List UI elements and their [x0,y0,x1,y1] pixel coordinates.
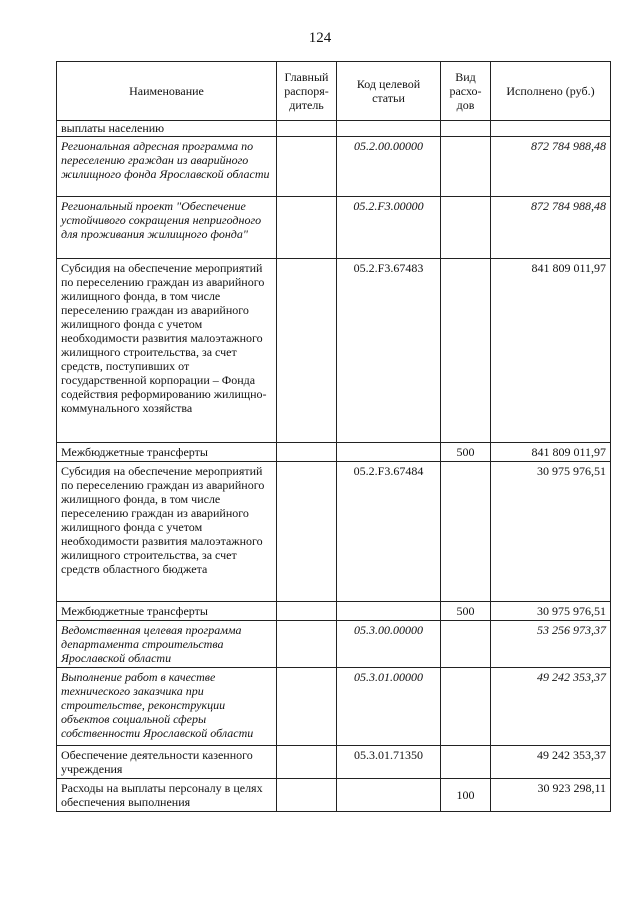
row-name: Ведомственная целевая программа департамента строительства Ярославской области [57,621,277,668]
row-admin [277,602,337,621]
row-type [441,259,491,443]
row-type: 100 [441,779,491,812]
page-number: 124 [308,30,332,46]
row-amount: 49 242 353,37 [491,668,611,746]
row-admin [277,779,337,812]
row-admin [277,621,337,668]
row-code [337,443,441,462]
table-header-row [57,62,611,121]
row-code: 05.3.01.71350 [337,746,441,779]
row-name: Обеспечение деятельности казенного учреждения [57,746,277,779]
row-name: Региональная адресная программа по переселению граждан из аварийного жилищного фонда Ярославской области [57,137,277,197]
table-row [57,137,611,197]
row-amount: 49 242 353,37 [491,746,611,779]
table-row [57,602,611,621]
row-code [337,779,441,812]
row-name: Расходы на выплаты персоналу в целях обеспечения выполнения [57,779,277,812]
row-amount: 53 256 973,37 [491,621,611,668]
table-row [57,462,611,602]
row-admin [277,121,337,137]
row-name: Выполнение работ в качестве технического заказчика при строительстве, реконструкции объектов социальной сферы собственности Ярославской области [57,668,277,746]
row-code: 05.2.F3.67483 [337,259,441,443]
row-name: Межбюджетные трансферты [57,443,277,462]
row-amount: 30 923 298,11 [491,779,611,812]
row-name: Региональный проект "Обеспечение устойчивого сокращения непригодного для проживания жилищного фонда" [57,197,277,259]
table-row [57,668,611,746]
row-type [441,462,491,602]
row-code: 05.2.00.00000 [337,137,441,197]
table-row [57,779,611,812]
row-name: Субсидия на обеспечение мероприятий по переселению граждан из аварийного жилищного фонда, в том числе переселению граждан из аварийного жилищного фонда с учетом необходимости развития малоэтажного жилищного строительства, за счет средств областного бюджета [57,462,277,602]
row-admin [277,462,337,602]
row-type [441,621,491,668]
row-type: 500 [441,602,491,621]
row-code: 05.3.00.00000 [337,621,441,668]
row-amount: 872 784 988,48 [491,197,611,259]
row-admin [277,137,337,197]
row-type [441,137,491,197]
row-amount: 30 975 976,51 [491,462,611,602]
table-row [57,621,611,668]
row-type [441,746,491,779]
table-row [57,121,611,137]
table-row [57,746,611,779]
header-name: Наименование [57,62,277,121]
header-admin: Главный распоря-дитель [277,62,337,121]
row-admin [277,259,337,443]
row-admin [277,197,337,259]
row-admin [277,746,337,779]
row-admin [277,668,337,746]
row-type: 500 [441,443,491,462]
row-code [337,602,441,621]
row-code [337,121,441,137]
row-name: Межбюджетные трансферты [57,602,277,621]
header-amount: Исполнено (руб.) [491,62,611,121]
row-amount: 841 809 011,97 [491,259,611,443]
row-name: Субсидия на обеспечение мероприятий по переселению граждан из аварийного жилищного фонда, в том числе переселению граждан из аварийного жилищного фонда с учетом необходимости развития малоэтажного жилищного строительства, за счет средств, поступивших от государственной корпорации – Фонда содействия реформированию жилищно-коммунального хозяйства [57,259,277,443]
row-type [441,121,491,137]
row-amount: 872 784 988,48 [491,137,611,197]
row-code: 05.2.F3.67484 [337,462,441,602]
header-type: Вид расхо-дов [441,62,491,121]
budget-table [56,61,611,812]
row-code: 05.3.01.00000 [337,668,441,746]
row-type [441,197,491,259]
row-amount [491,121,611,137]
header-code: Код целевой статьи [337,62,441,121]
row-admin [277,443,337,462]
table-row [57,443,611,462]
row-type [441,668,491,746]
row-amount: 30 975 976,51 [491,602,611,621]
table-row [57,197,611,259]
row-name: выплаты населению [57,121,277,137]
row-code: 05.2.F3.00000 [337,197,441,259]
row-amount: 841 809 011,97 [491,443,611,462]
table-row [57,259,611,443]
